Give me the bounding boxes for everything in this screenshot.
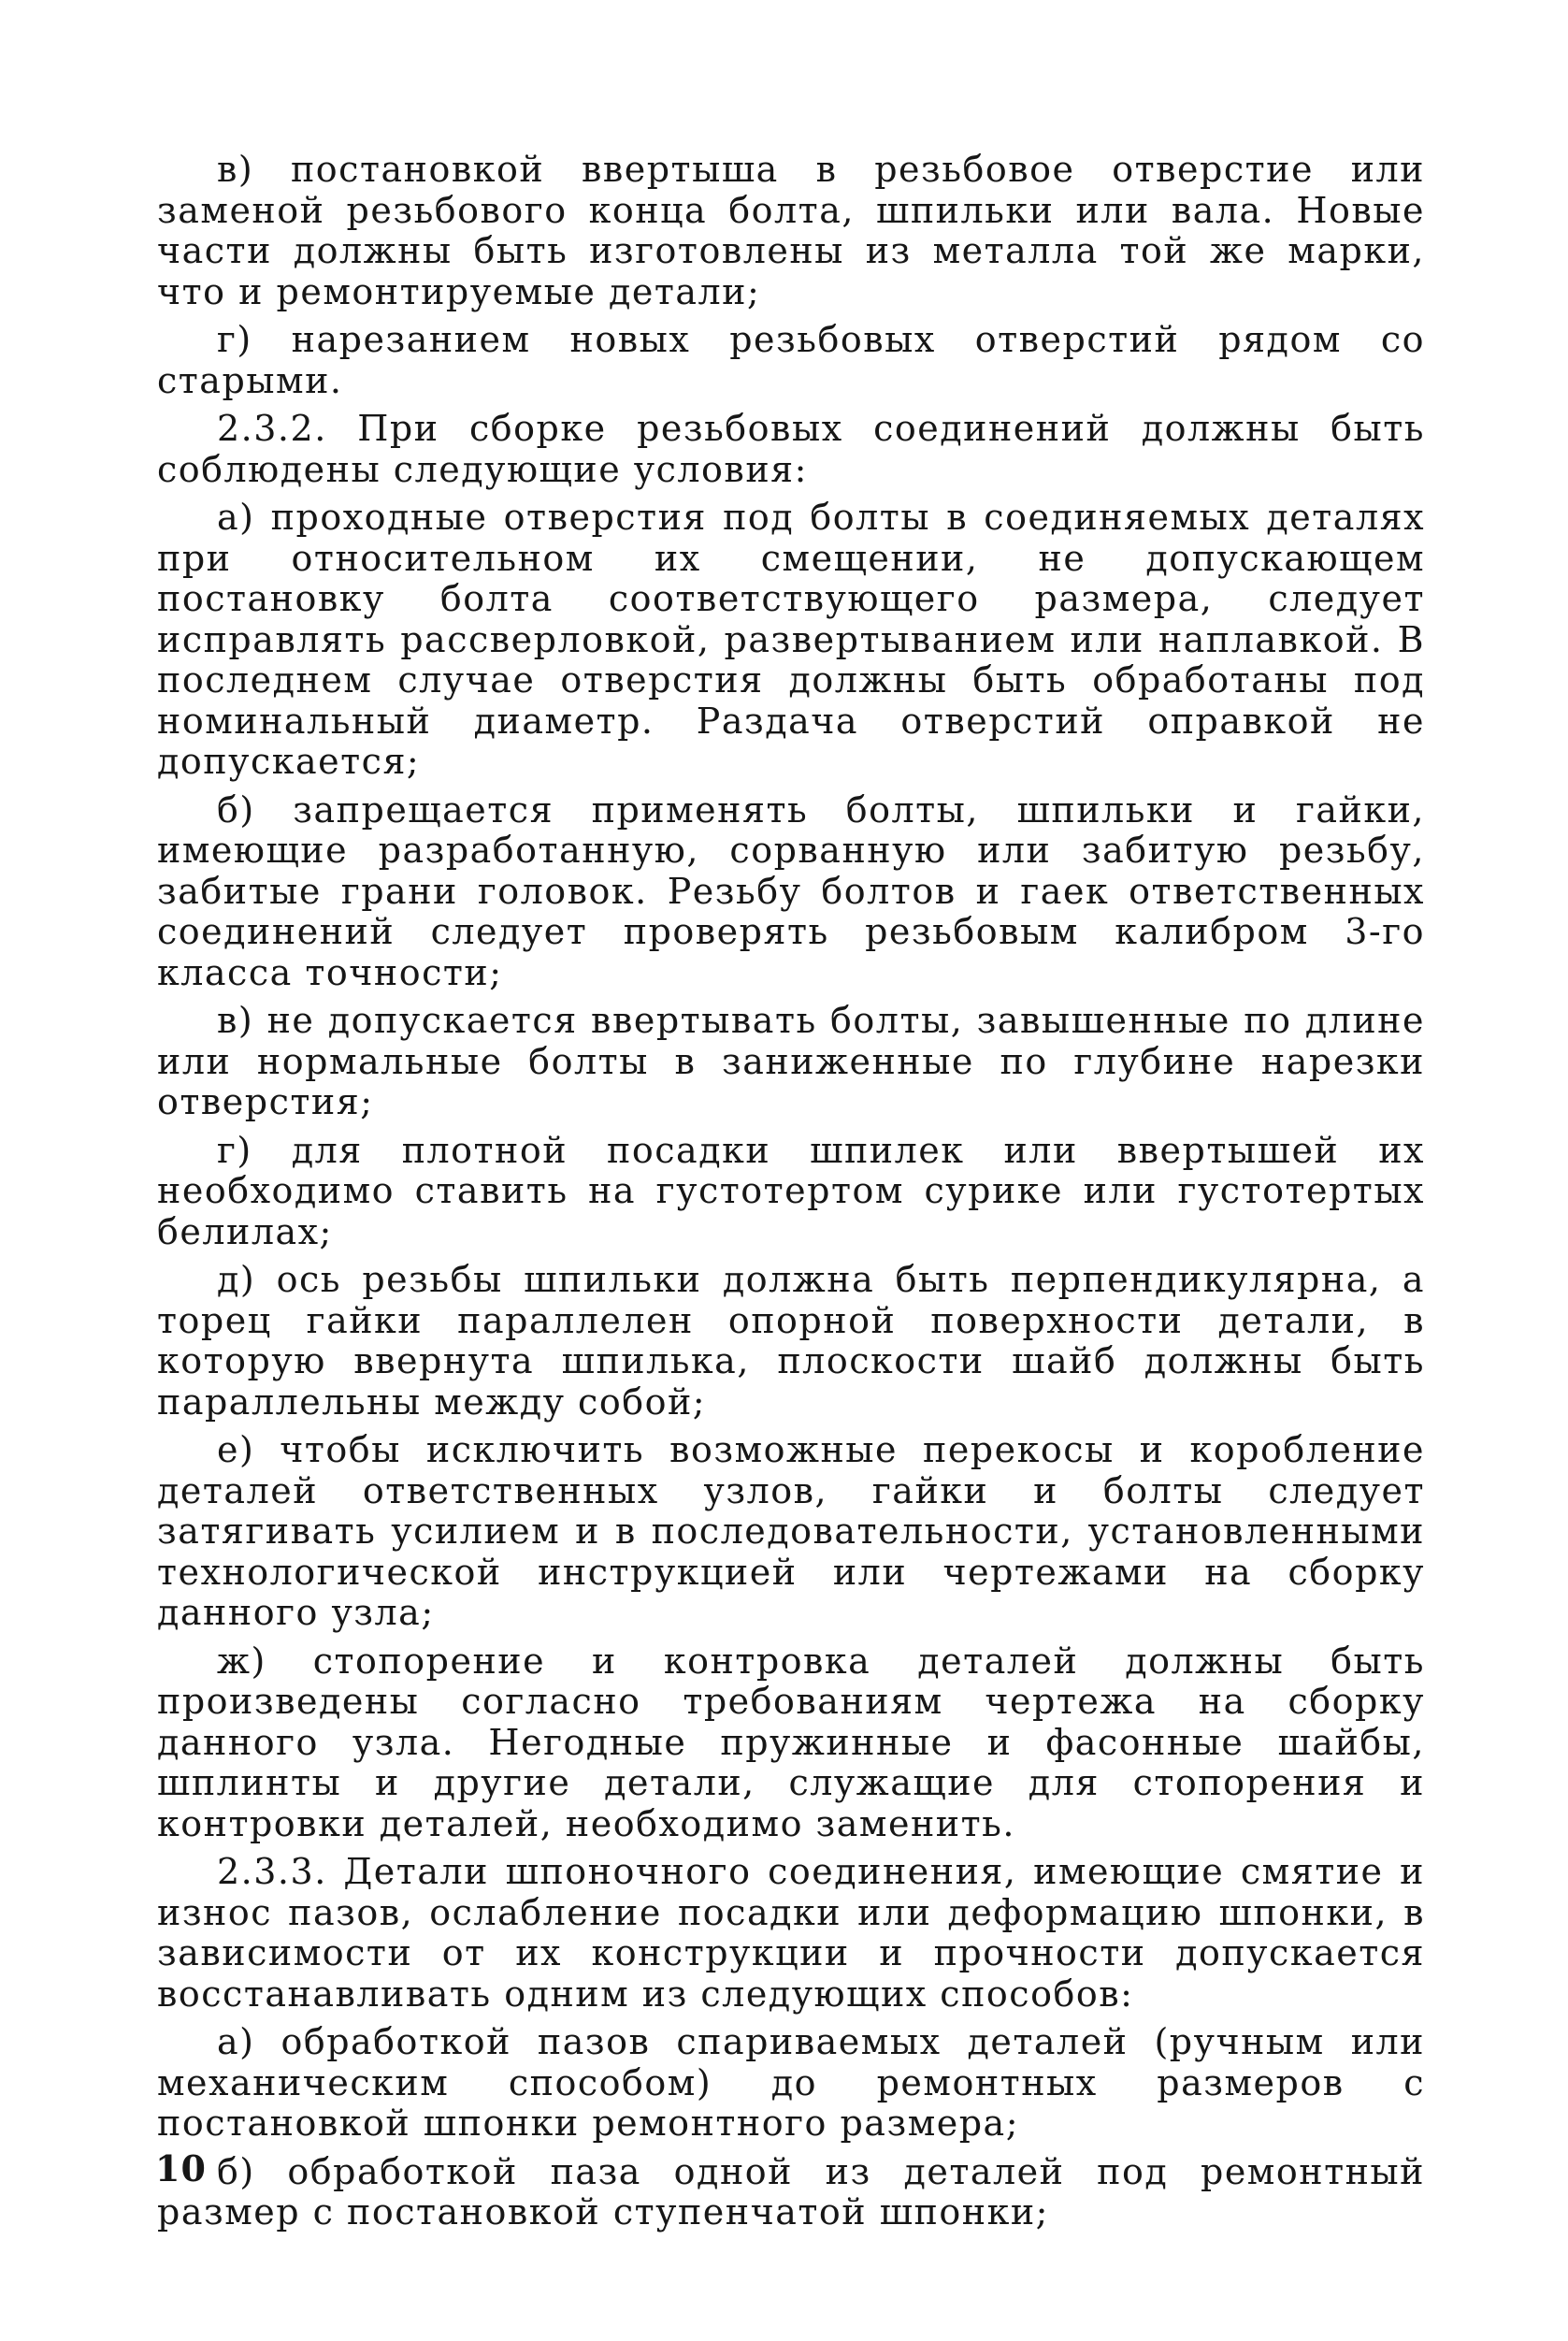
paragraph-section-2-3-2: 2.3.2. При сборке резьбовых соединений должны быть соблюдены следующие условия:	[157, 408, 1425, 490]
paragraph-item-e-tightening: е) чтобы исключить возможные перекосы и коробление деталей ответственных узлов, гайки и болты следует затягивать усилием и в последовательности, установленными технологической инструкцией или чертежами на сборку данного узла;	[157, 1429, 1425, 1633]
paragraph-item-zh-locking: ж) стопорение и контровка деталей должны быть произведены согласно требованиям чертежа на сборку данного узла. Негодные пружинные и фасонные шайбы, шплинты и другие детали, служащие для стопорения и контровки деталей, необходимо заменить.	[157, 1640, 1425, 1844]
page-number: 10	[155, 2147, 207, 2189]
paragraph-item-a-bolt-holes: а) проходные отверстия под болты в соединяемых деталях при относительном их смещении, не допускающем постановку болта соответствующего размера, следует исправлять рассверловкой, развертыванием или наплавкой. В последнем случае отверстия должны быть обработаны под номинальный диаметр. Раздача отверстий оправкой не допускается;	[157, 497, 1425, 782]
paragraph-item-b-damaged-threads: б) запрещается применять болты, шпильки и гайки, имеющие разработанную, сорванную или забитую резьбу, забитые грани головок. Резьбу болтов и гаек ответственных соединений следует проверять резьбовым калибром 3-го класса точности;	[157, 788, 1425, 993]
paragraph-section-2-3-3: 2.3.3. Детали шпоночного соединения, имеющие смятие и износ пазов, ослабление посадки или деформацию шпонки, в зависимости от их конструкции и прочности допускается восстанавливать одним из следующих способов:	[157, 1851, 1425, 2015]
paragraph-item-g-new-holes: г) нарезанием новых резьбовых отверстий рядом со старыми.	[157, 319, 1425, 401]
paragraph-item-d-stud-axis: д) ось резьбы шпильки должна быть перпендикулярна, а торец гайки параллелен опорной поверхности детали, в которую ввернута шпилька, плоскости шайб должны быть параллельны между собой;	[157, 1259, 1425, 1423]
paragraph-item-g-stud-fit: г) для плотной посадки шпилек или ввертышей их необходимо ставить на густотертом сурике или густотертых белилах;	[157, 1129, 1425, 1252]
body-text	[157, 150, 1425, 2241]
paragraph-item-a-key-grooves: а) обработкой пазов спариваемых деталей (ручным или механическим способом) до ремонтных размеров с постановкой шпонки ремонтного размера;	[157, 2021, 1425, 2144]
paragraph-item-v-bolt-length: в) не допускается ввертывать болты, завышенные по длине или нормальные болты в заниженные по глубине нарезки отверстия;	[157, 1000, 1425, 1122]
paragraph-item-b-stepped-key: б) обработкой паза одной из деталей под ремонтный размер с постановкой ступенчатой шпонки;	[157, 2150, 1425, 2233]
paragraph-item-v-threaded-insert: в) постановкой ввертыша в резьбовое отверстие или заменой резьбового конца болта, шпильки или вала. Новые части должны быть изготовлены из металла той же марки, что и ремонтируемые детали;	[157, 149, 1425, 312]
